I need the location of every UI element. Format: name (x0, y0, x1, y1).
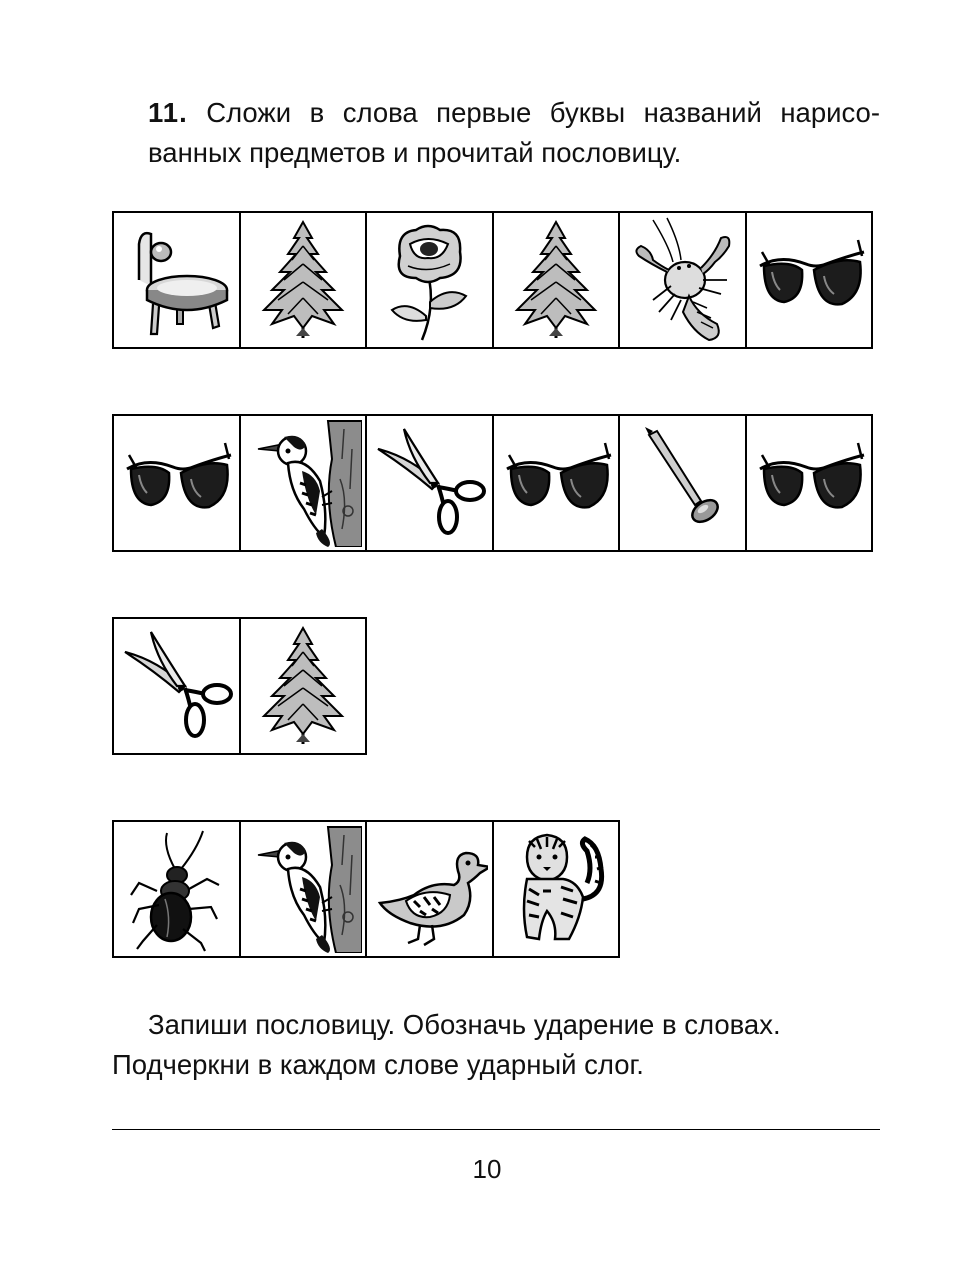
picture-cell (241, 619, 368, 753)
sunglasses-icon (117, 419, 235, 547)
picture-cell (620, 416, 747, 550)
writing-instruction-line-1: Запиши пословицу. Обозначь ударение в словах. (148, 1009, 781, 1040)
picture-cell (747, 213, 874, 347)
poppy-flower-icon (370, 216, 488, 344)
word-row-2 (112, 414, 873, 552)
sunglasses-icon (497, 419, 615, 547)
word-row-3 (112, 617, 367, 755)
sunglasses-icon (750, 419, 868, 547)
picture-cell (241, 822, 368, 956)
nail-icon (623, 419, 741, 547)
footer-rule (112, 1129, 880, 1130)
fir-tree-icon (497, 216, 615, 344)
picture-cell (367, 416, 494, 550)
picture-cell (494, 822, 621, 956)
task-text: Сложи в слова первые буквы названий нарисованных предметов и прочитай пословицу. (148, 97, 880, 168)
picture-cell (494, 213, 621, 347)
picture-cell (241, 416, 368, 550)
duck-icon (370, 825, 488, 953)
sunglasses-icon (750, 216, 868, 344)
task-instruction (112, 93, 880, 173)
page-number: 10 (472, 1154, 502, 1184)
task-number: 11. (148, 97, 188, 128)
chair-icon (117, 216, 235, 344)
woodpecker-icon (244, 419, 362, 547)
picture-cell (367, 213, 494, 347)
fir-tree-icon (244, 622, 362, 750)
writing-instruction-line-2: Подчеркни в каждом слове ударный слог. (112, 1049, 644, 1080)
picture-cell (241, 213, 368, 347)
writing-instruction (112, 1005, 880, 1085)
woodpecker-icon (244, 825, 362, 953)
picture-cell (114, 213, 241, 347)
tiger-icon (497, 825, 615, 953)
crayfish-icon (623, 216, 741, 344)
scissors-icon (370, 419, 488, 547)
picture-cell (747, 416, 874, 550)
picture-cell (494, 416, 621, 550)
beetle-icon (117, 825, 235, 953)
picture-cell (367, 822, 494, 956)
picture-cell (114, 619, 241, 753)
picture-cell (114, 416, 241, 550)
scissors-icon (117, 622, 235, 750)
word-row-4 (112, 820, 620, 958)
picture-cell (620, 213, 747, 347)
fir-tree-icon (244, 216, 362, 344)
picture-cell (114, 822, 241, 956)
word-row-1 (112, 211, 873, 349)
